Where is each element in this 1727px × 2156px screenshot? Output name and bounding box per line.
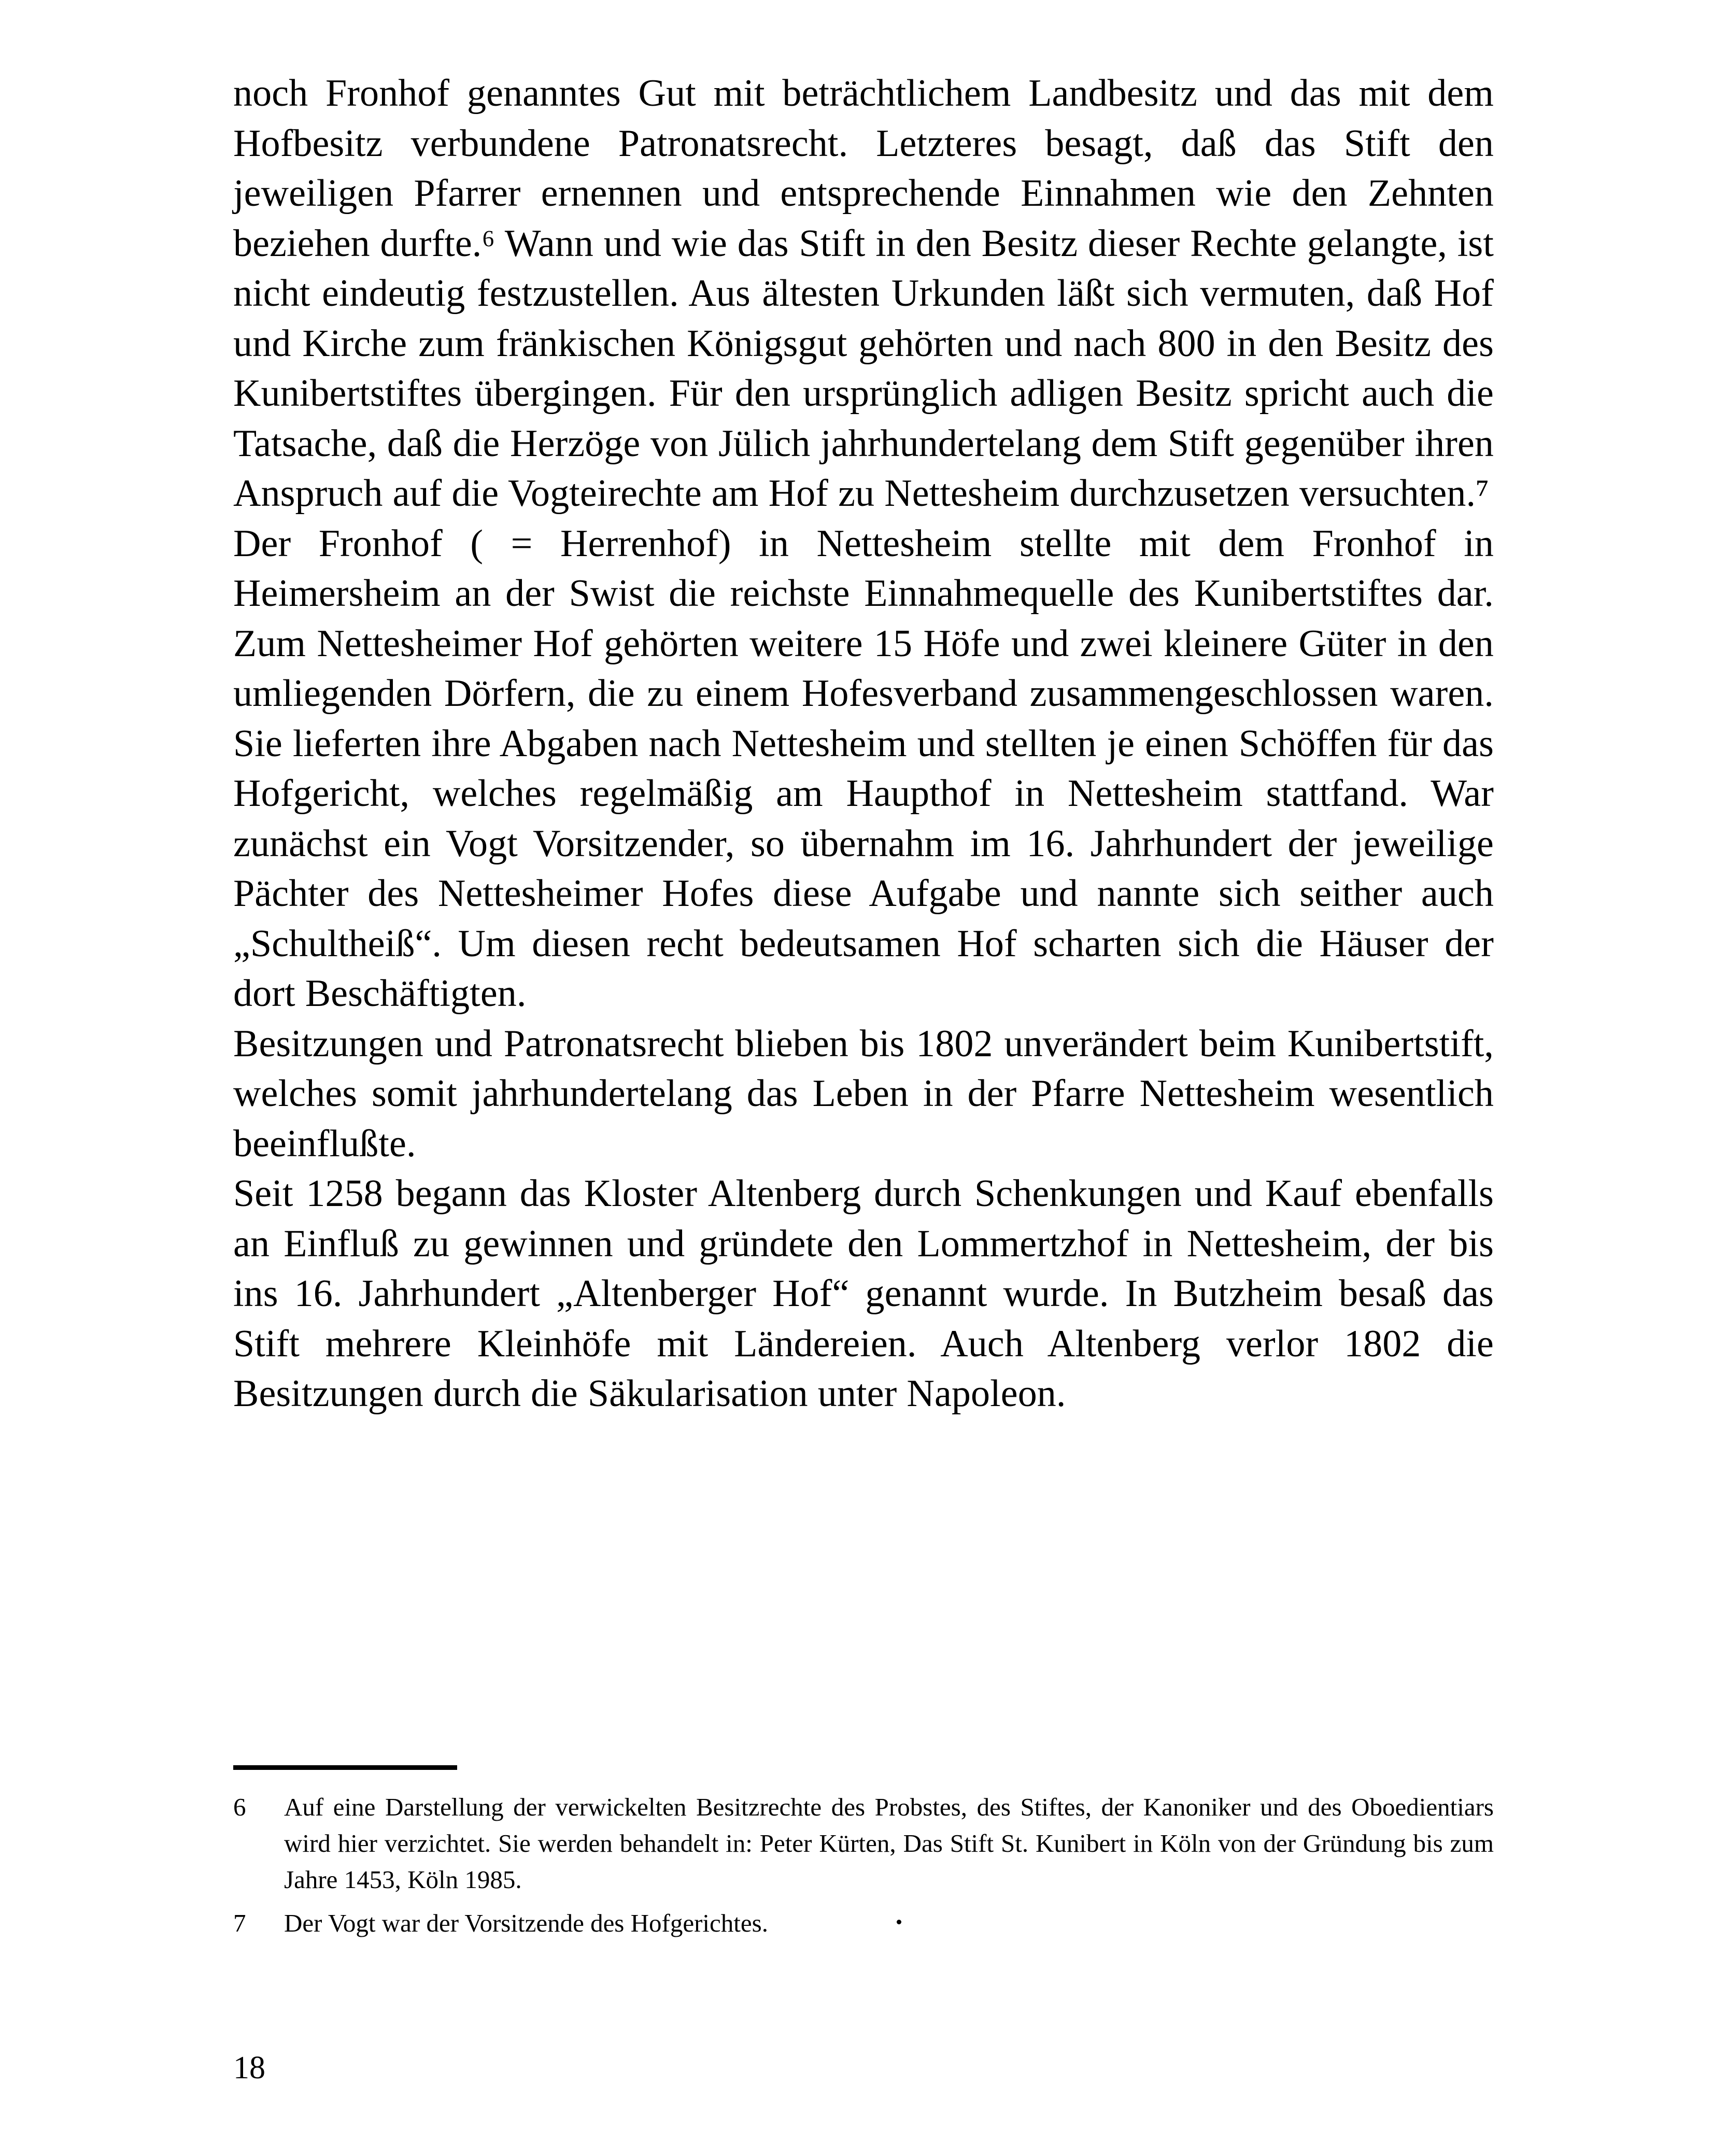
footnote-marker: 6 xyxy=(233,1793,246,1821)
body-paragraph-2: Der Fronhof ( = Herrenhof) in Nettesheim stellte mit dem Fronhof in Heimersheim an der Swist die reichste Einnahmequelle des Kunibertstiftes dar. Zum Nettesheimer Hof gehörten weitere 15 Höfe und zwei kleinere Güter in den umliegenden Dörfern, die zu einem Hofesverband zusammengeschlossen waren. Sie lieferten ihre Abgaben nach Nettesheim und stellten je einen Schöffen für das Hofgericht, welches regelmäßig am Haupthof in Nettesheim stattfand. War zunächst ein Vogt Vorsitzender, so übernahm im 16. Jahrhundert der jeweilige Pächter des Nettesheimer Hofes diese Aufgabe und nannte sich seither auch „Schultheiß“. Um diesen recht bedeutsamen Hof scharten sich die Häuser der dort Beschäftigten. xyxy=(233,522,1494,1015)
footnote-marker: 7 xyxy=(233,1909,246,1937)
footnote-text: Der Vogt war der Vorsitzende des Hofgerichtes. xyxy=(284,1909,768,1937)
body-text-column xyxy=(233,68,1494,1419)
stray-ink-dot xyxy=(897,1920,901,1924)
body-paragraph-3: Besitzungen und Patronatsrecht blieben bis 1802 unverändert beim Kunibertstift, welches somit jahrhundertelang das Leben in der Pfarre Nettesheim wesentlich beeinflußte. xyxy=(233,1022,1494,1165)
footnote-text: Auf eine Darstellung der verwickelten Besitzrechte des Probstes, des Stiftes, der Kanoniker und des Oboedientiars wird hier verzichtet. Sie werden behandelt in: Peter Kürten, Das Stift St. Kunibert in Köln von der Gründung bis zum Jahre 1453, Köln 1985. xyxy=(284,1793,1494,1894)
footnote-block xyxy=(233,1789,1494,1941)
footnote-item xyxy=(233,1905,1494,1941)
footnote-separator-rule xyxy=(233,1765,457,1770)
footnote-item xyxy=(233,1789,1494,1898)
body-paragraph-1: noch Fronhof genanntes Gut mit beträchtlichem Landbesitz und das mit dem Hofbesitz verbundene Patronatsrecht. Letzteres besagt, daß das Stift den jeweiligen Pfarrer ernennen und entsprechende Einnahmen wie den Zehnten beziehen durfte.⁶ Wann und wie das Stift in den Besitz dieser Rechte gelangte, ist nicht eindeutig festzustellen. Aus ältesten Urkunden läßt sich vermuten, daß Hof und Kirche zum fränkischen Königsgut gehörten und nach 800 in den Besitz des Kunibertstiftes übergingen. Für den ursprünglich adligen Besitz spricht auch die Tatsache, daß die Herzöge von Jülich jahrhundertelang dem Stift gegenüber ihren Anspruch auf die Vogteirechte am Hof zu Nettesheim durchzusetzen versuchten.⁷ xyxy=(233,72,1494,515)
page-number: 18 xyxy=(233,2050,265,2086)
body-paragraph-4: Seit 1258 begann das Kloster Altenberg durch Schenkungen und Kauf ebenfalls an Einfluß zu gewinnen und gründete den Lommertzhof in Nettesheim, der bis ins 16. Jahrhundert „Altenberger Hof“ genannt wurde. In Butzheim besaß das Stift mehrere Kleinhöfe mit Ländereien. Auch Altenberg verlor 1802 die Besitzungen durch die Säkularisation unter Napoleon. xyxy=(233,1172,1494,1415)
